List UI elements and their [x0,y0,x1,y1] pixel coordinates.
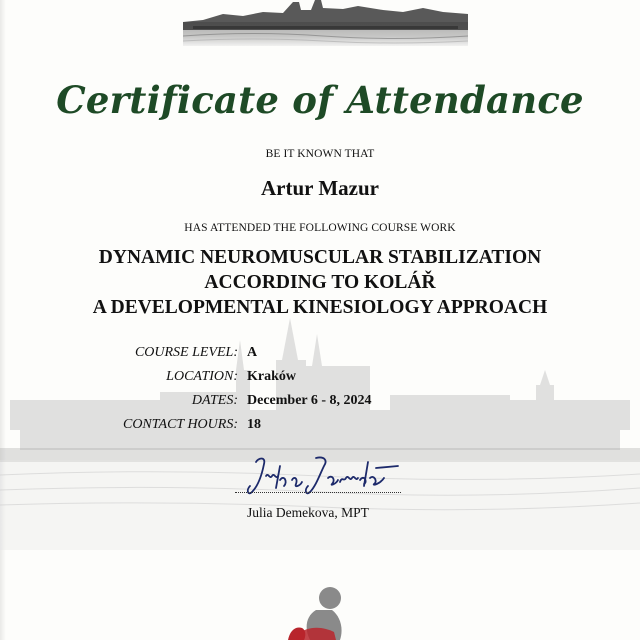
detail-value: A [247,345,258,360]
detail-label: COURSE LEVEL: [134,345,238,360]
intro-text: BE IT KNOWN THAT [265,148,375,160]
detail-label: CONTACT HOURS: [122,417,238,432]
detail-row-dates [0,393,640,417]
recipient-name: Artur Mazur [261,176,379,200]
seated-figure-logo-icon [278,582,358,640]
detail-label: LOCATION: [166,369,238,384]
course-title [0,245,640,320]
certificate-title: Certificate of Attendance [56,78,584,122]
detail-row-course-level [0,345,640,369]
course-title-line: A DEVELOPMENTAL KINESIOLOGY APPROACH [92,297,548,318]
castle-skyline-banner-icon [183,0,468,48]
detail-row-contact-hours [0,417,640,441]
detail-row-location [0,369,640,393]
detail-value: Kraków [247,369,296,384]
course-details [0,345,640,441]
course-title-line: DYNAMIC NEUROMUSCULAR STABILIZATION [98,247,542,268]
detail-label: DATES: [191,393,238,408]
detail-value: 18 [247,417,261,432]
signer-name: Julia Demekova, MPT [247,505,369,520]
signature-line [235,492,401,493]
course-title-line: ACCORDING TO KOLÁŘ [204,272,436,293]
detail-value: December 6 - 8, 2024 [247,393,372,408]
attended-text: HAS ATTENDED THE FOLLOWING COURSE WORK [184,222,456,234]
